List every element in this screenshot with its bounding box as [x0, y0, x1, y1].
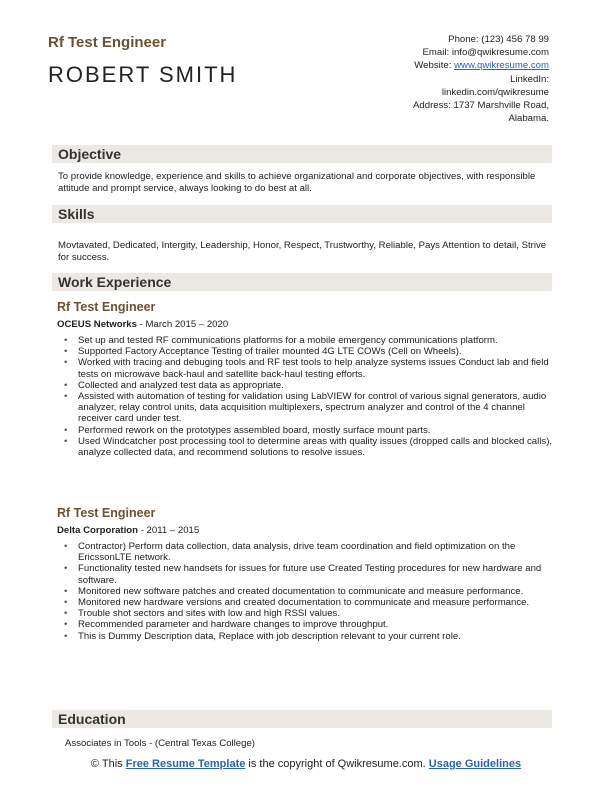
list-item: • Set up and tested RF communications platforms for a mobile emergency communications platform.: [78, 335, 554, 346]
job-1-company: OCEUS Networks: [57, 319, 137, 330]
education-section-header: [52, 710, 552, 728]
website-link[interactable]: www.qwikresume.com: [454, 60, 549, 72]
list-item: • Collected and analyzed test data as appropriate.: [78, 380, 554, 391]
usage-guidelines-link[interactable]: Usage Guidelines: [428, 758, 522, 770]
skills-text: Movtavated, Dedicated, Intergity, Leadership, Honor, Respect, Trustworthy, Reliable, Pays Attention to detail, Strive for success.: [58, 240, 547, 263]
job-2-company: Delta Corporation: [57, 525, 139, 536]
education-text: Associates in Tools - (Central Texas College): [65, 738, 256, 749]
website-label: Website:: [414, 60, 455, 72]
list-item: • Functionality tested new handsets for issues for future use Created Testing procedures for new hardware and software.: [78, 563, 554, 585]
job-2-dates: - 2011 – 2015: [138, 525, 200, 536]
list-item: • Used Windcatcher post processing tool to determine areas with quality issues (dropped calls and blocked calls), analyze collected data, and recommend solutions to resolve issues.: [78, 436, 554, 458]
experience-heading: Work Experience: [58, 274, 172, 290]
website: [289, 59, 549, 72]
address-line-1: Address: 1737 Marshville Road,: [413, 100, 549, 112]
list-item: • Trouble shot sectors and sites with low and high RSSI values.: [78, 608, 554, 619]
job-2-title: Rf Test Engineer: [57, 506, 156, 520]
footer: [60, 757, 552, 771]
job-title: Rf Test Engineer: [48, 34, 167, 51]
address-line-2: Alabama.: [508, 113, 549, 125]
objective-text: To provide knowledge, experience and skills to achieve organizational and corporate objectives, with responsible attitude and prompt service, always looking to do best at all.: [58, 171, 536, 194]
candidate-name: ROBERT SMITH: [48, 62, 238, 87]
footer-middle: is the copyright of Qwikresume.com.: [245, 758, 429, 770]
objective-heading: Objective: [58, 146, 122, 162]
list-item: • Supported Factory Acceptance Testing of trailer mounted 4G LTE COWs (Cell on Wheels).: [78, 346, 554, 357]
education-heading: Education: [58, 711, 126, 727]
list-item: • Monitored new software patches and created documentation to communicate and measure performance.: [78, 586, 554, 597]
list-item: • Contractor) Perform data collection, data analysis, drive team coordination and field optimization on the EricssonLTE network.: [78, 541, 554, 563]
objective-section-header: [52, 145, 552, 163]
linkedin-url: linkedin.com/qwikresume: [441, 86, 549, 98]
phone: Phone: (123) 456 78 99: [448, 34, 549, 45]
skills-section-header: [52, 205, 552, 223]
free-resume-template-link[interactable]: Free Resume Template: [125, 758, 246, 770]
contact-info: [289, 33, 549, 125]
job-1-duties: [78, 335, 554, 458]
skills-heading: Skills: [58, 206, 95, 222]
job-1-title: Rf Test Engineer: [57, 300, 156, 314]
job-1-dates: - March 2015 – 2020: [136, 319, 229, 330]
list-item: • Worked with tracing and debuging tools and RF test tools to help analyze systems issues Conduct lab and field tests on microwave back-haul and satellite back-haul testing efforts.: [78, 357, 554, 379]
list-item: • Monitored new hardware versions and created documentation to communicate and measure performance.: [78, 597, 554, 608]
footer-prefix: © This: [90, 758, 126, 770]
job-2-duties: [78, 541, 554, 642]
job-1-company-line: [57, 319, 228, 330]
list-item: • Recommended parameter and hardware changes to improve throughput.: [78, 619, 554, 630]
linkedin-label: LinkedIn:: [510, 73, 549, 85]
list-item: • Assisted with automation of testing for validation using LabVIEW for control of various signal generators, audio analyzer, relay control units, data acquisition multiplexers, spectrum analyzer and control of the 4 channel receiver card under test.: [78, 391, 554, 425]
resume-header: [0, 0, 612, 140]
list-item: • Performed rework on the prototypes assembled board, mostly surface mount parts.: [78, 425, 554, 436]
email: Email: info@qwikresume.com: [422, 47, 549, 59]
job-2-company-line: [57, 525, 199, 536]
experience-section-header: [52, 273, 552, 291]
list-item: • This is Dummy Description data, Replace with job description relevant to your current role.: [78, 631, 554, 642]
